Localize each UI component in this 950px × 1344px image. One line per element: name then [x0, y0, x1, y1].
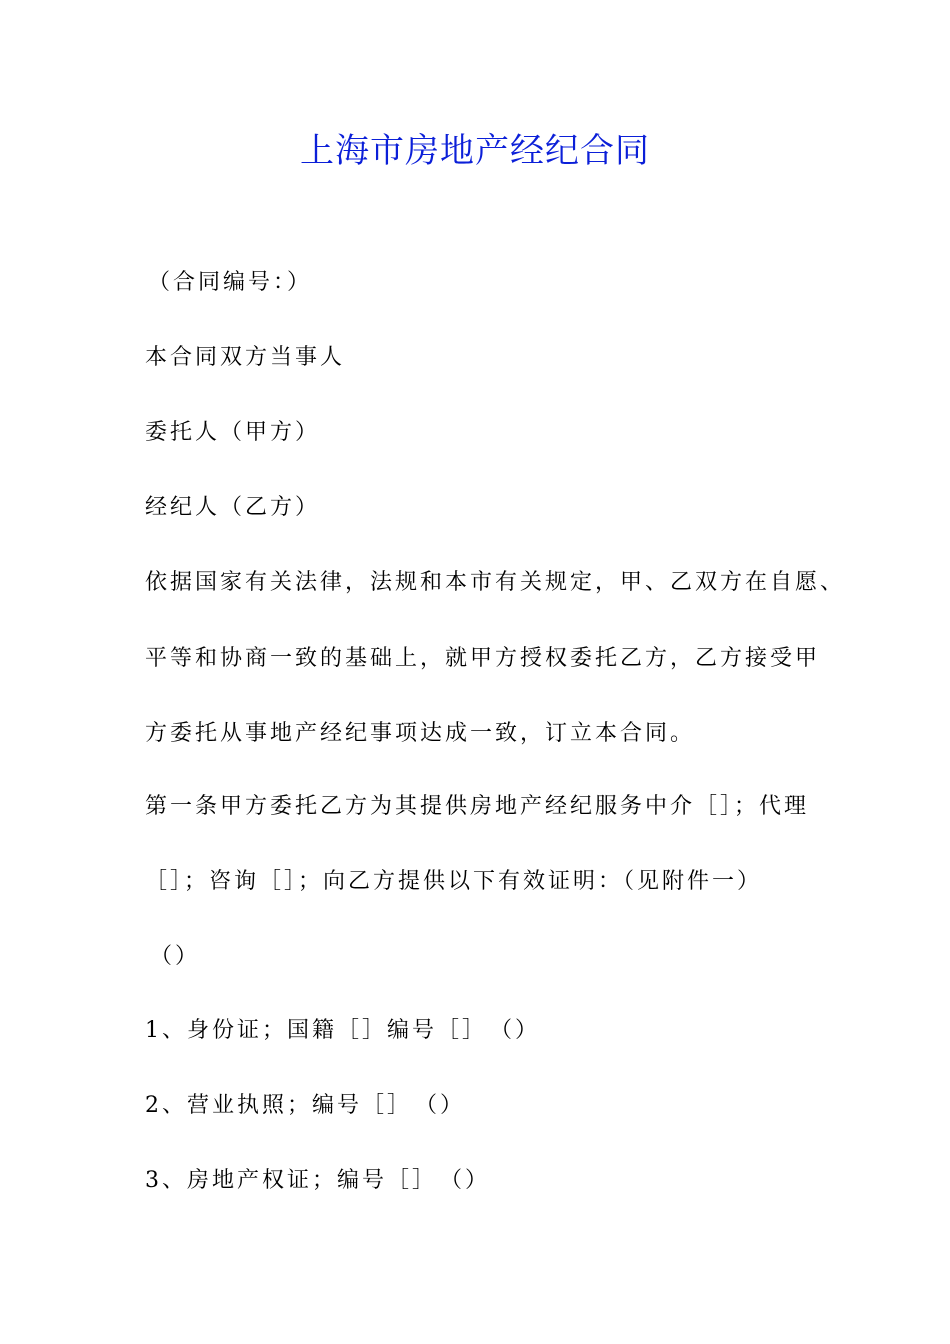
article-1-line: ［］；咨询［］；向乙方提供以下有效证明：（见附件一） — [145, 869, 763, 894]
list-item-property-certificate: 3、房地产权证；编号［］ （） — [145, 1168, 490, 1193]
party-b-label: 经纪人（乙方） — [145, 495, 321, 520]
basis-paragraph-line: 平等和协商一致的基础上，就甲方授权委托乙方，乙方接受甲 — [145, 646, 821, 671]
article-1-line: 第一条甲方委托乙方为其提供房地产经纪服务中介［］；代理 — [145, 794, 810, 819]
parties-heading: 本合同双方当事人 — [145, 345, 346, 370]
basis-paragraph-line: 方委托从事地产经纪事项达成一致，订立本合同。 — [145, 721, 696, 746]
document-title: 上海市房地产经纪合同 — [300, 131, 650, 171]
contract-number: （合同编号：） — [148, 270, 313, 295]
party-a-label: 委托人（甲方） — [145, 420, 321, 445]
basis-paragraph-line: 依据国家有关法律，法规和本市有关规定，甲、乙双方在自愿、 — [145, 570, 846, 595]
article-1-line: （） — [150, 944, 201, 969]
list-item-id-card: 1、身份证；国籍［］编号［］ （） — [145, 1018, 540, 1043]
list-item-business-license: 2、营业执照；编号［］ （） — [145, 1093, 465, 1118]
